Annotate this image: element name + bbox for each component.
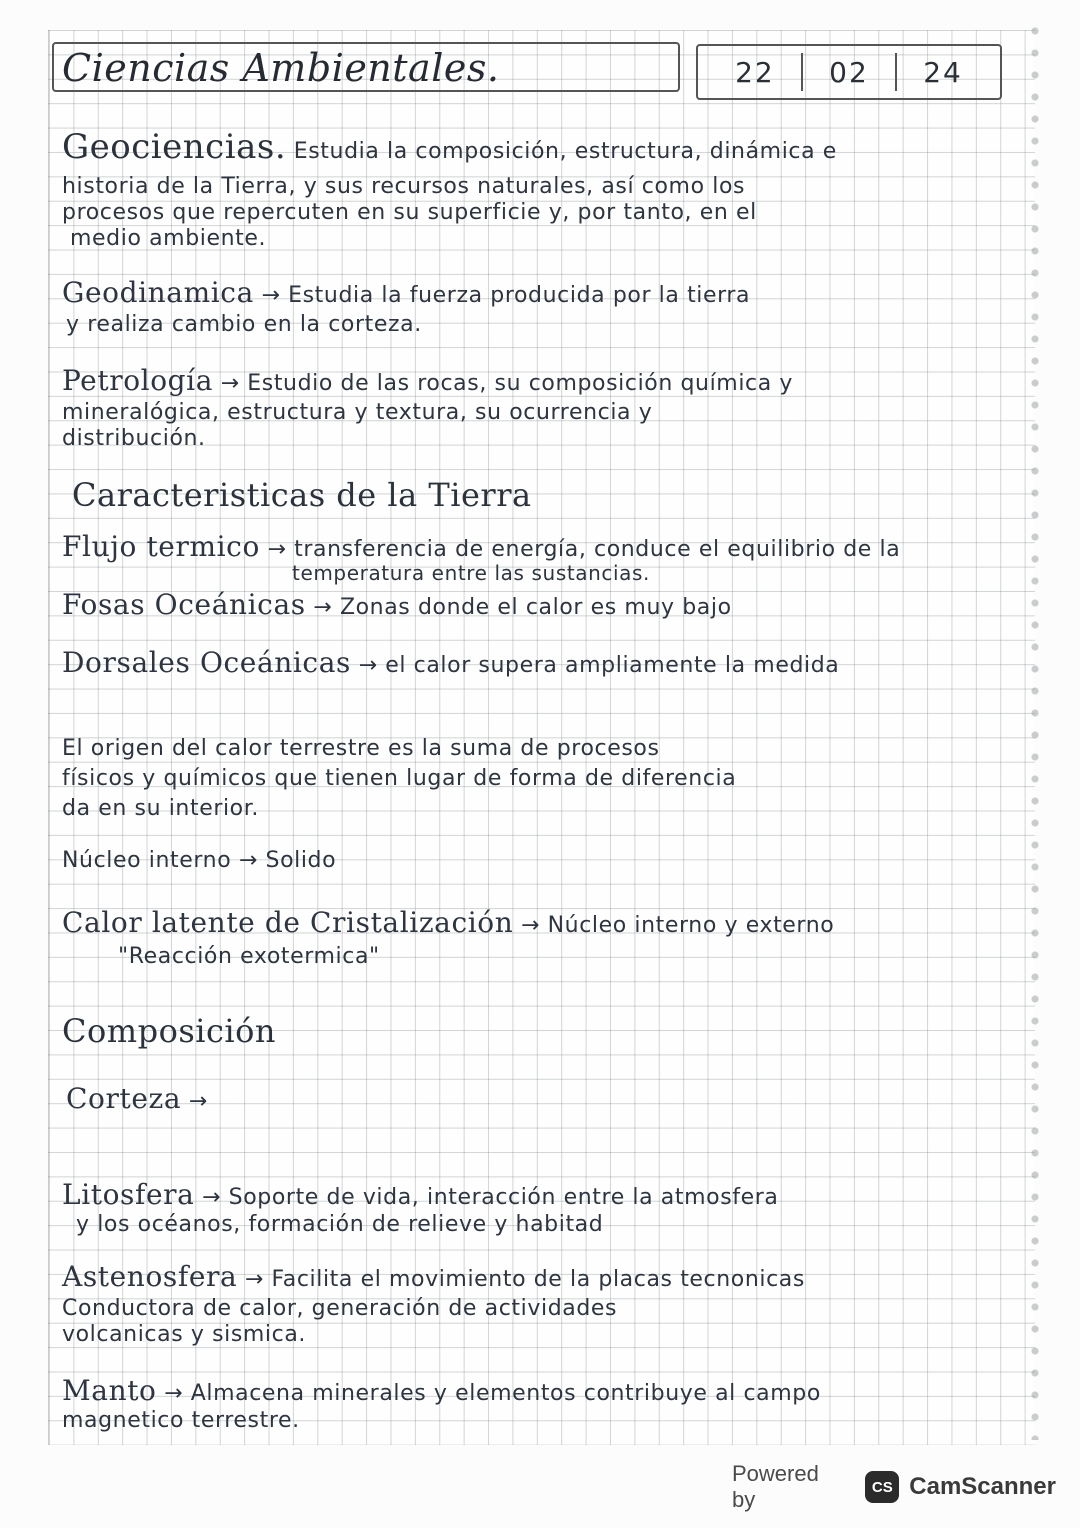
flujo-line-1: Flujo termico → transferencia de energía, conduce el equilibrio de la [62,530,901,563]
litosfera-line-2: y los océanos, formación de relieve y habitad [76,1212,604,1237]
date-day: 22 [735,55,775,89]
camscanner-brand: CamScanner [909,1473,1056,1500]
geociencias-line-3: procesos que repercuten en su superficie y, por tanto, en el [62,200,757,225]
nucleo-term: Núcleo interno [62,848,232,873]
geodinamica-line-1: Geodinamica → Estudia la fuerza producida por la tierra [62,276,751,309]
corteza-line: Corteza → [66,1082,208,1115]
flujo-line-2: temperatura entre las sustancias. [292,561,650,585]
dorsales-line: Dorsales Oceánicas → el calor supera ampliamente la medida [62,646,840,679]
geodinamica-term: Geodinamica [62,276,254,309]
date-month: 02 [829,55,869,89]
camscanner-watermark [732,1462,1056,1512]
date-box [696,44,1002,100]
composicion-heading: Composición [62,1012,277,1050]
geodinamica-line-2: y realiza cambio en la corteza. [66,312,422,337]
astenosfera-term: Astenosfera [62,1260,238,1293]
origen-line-1: El origen del calor terrestre es la suma de procesos [62,736,660,761]
astenosfera-line-2: Conductora de calor, generación de actividades [62,1296,618,1321]
nucleo-line: Núcleo interno → Solido [62,848,337,873]
litosfera-line-1: Litosfera → Soporte de vida, interacción entre la atmosfera [62,1178,779,1211]
corteza-term: Corteza [66,1082,182,1115]
dorsales-term: Dorsales Oceánicas [62,646,351,679]
petrologia-line-2: mineralógica, estructura y textura, su ocurrencia y [62,400,653,425]
petrologia-term: Petrología [62,364,214,397]
fosas-line: Fosas Oceánicas → Zonas donde el calor es muy bajo [62,588,732,621]
date-year: 24 [923,55,963,89]
calor-latente-sub: "Reacción exotermica" [118,944,380,969]
date-separator [895,53,897,91]
powered-by-label: Powered by [732,1461,819,1512]
geociencias-line-4: medio ambiente. [70,226,267,251]
fosas-term: Fosas Oceánicas [62,588,306,621]
manto-line-2: magnetico terrestre. [62,1408,300,1433]
manto-line-1: Manto → Almacena minerales y elementos contribuye al campo [62,1374,821,1407]
petrologia-line-3: distribución. [62,426,206,451]
litosfera-term: Litosfera [62,1178,195,1211]
calor-latente-line: Calor latente de Cristalización → Núcleo interno y externo [62,906,835,939]
page-title: Ciencias Ambientales. [62,46,500,90]
caracteristicas-heading: Caracteristicas de la Tierra [72,476,532,514]
petrologia-line-1: Petrología → Estudio de las rocas, su composición química y [62,364,794,397]
manto-term: Manto [62,1374,157,1407]
origen-line-3: da en su interior. [62,796,259,821]
origen-line-2: físicos y químicos que tienen lugar de forma de diferencia [62,766,737,791]
date-separator [801,53,803,91]
camscanner-logo-icon: CS [865,1471,899,1503]
astenosfera-line-3: volcanicas y sismica. [62,1322,307,1347]
calor-latente-term: Calor latente de Cristalización [62,906,514,939]
flujo-term: Flujo termico [62,530,260,563]
astenosfera-line-1: Astenosfera → Facilita el movimiento de la placas tecnonicas [62,1260,805,1293]
geociencias-term: Geociencias. [62,127,287,167]
geociencias-line-2: historia de la Tierra, y sus recursos naturales, así como los [62,174,746,199]
geociencias-line-1: Geociencias. Estudia la composición, estructura, dinámica e [62,127,837,167]
